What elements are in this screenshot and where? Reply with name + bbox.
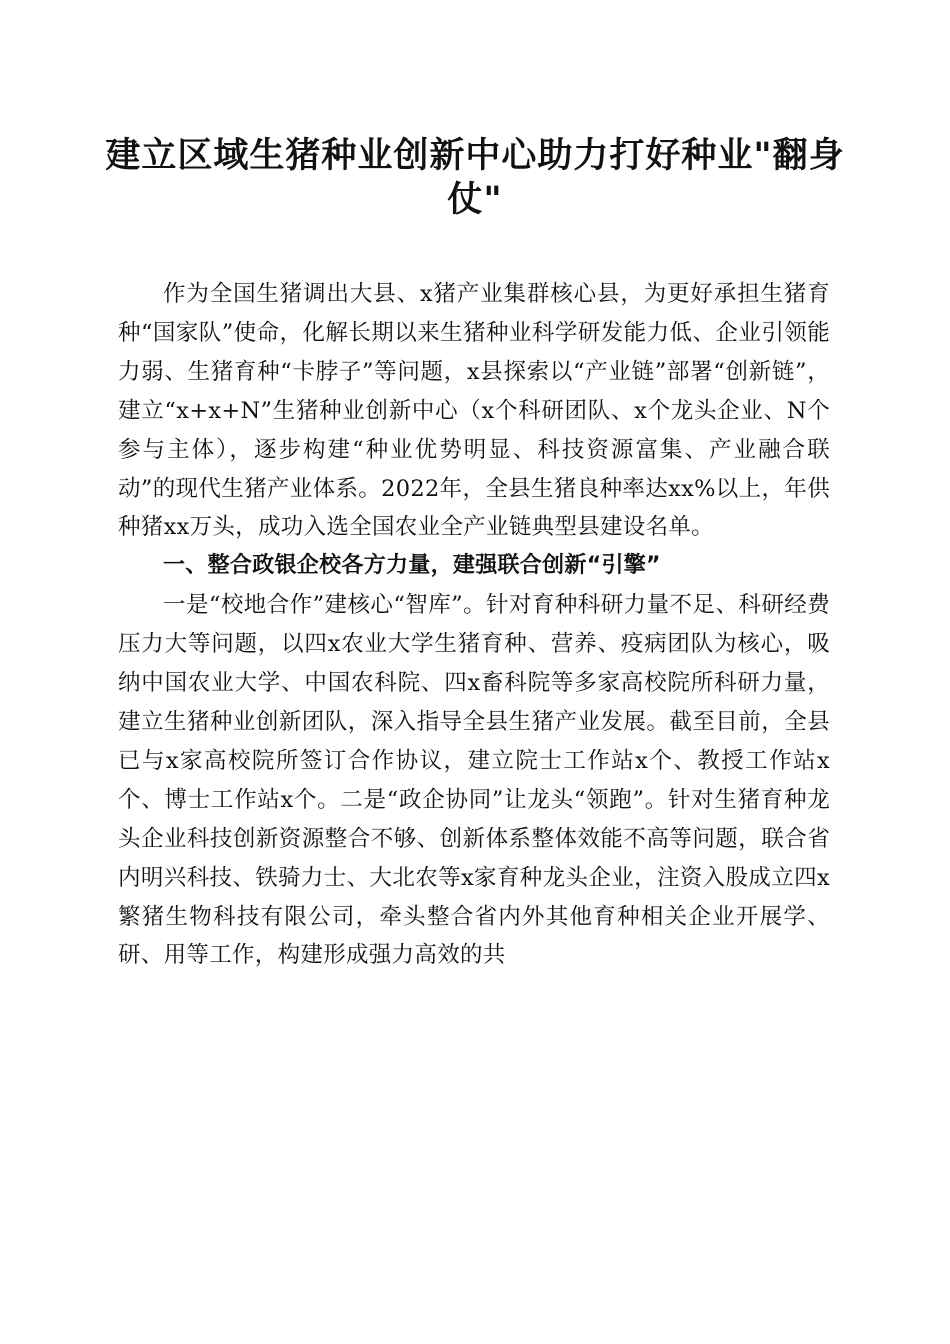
document-body <box>118 275 830 975</box>
section-1-paragraph: 一是“校地合作”建核心“智库”。针对育种科研力量不足、科研经费压力大等问题，以四x农业大学生猪育种、营养、疫病团队为核心，吸纳中国农业大学、中国农科院、四x畜科院等多家高校院所科研力量，建立生猪种业创新团队，深入指导全县生猪产业发展。截至目前，全县已与x家高校院所签订合作协议，建立院士工作站x个、教授工作站x个、博士工作站x个。二是“政企协同”让龙头“领跑”。针对生猪育种龙头企业科技创新资源整合不够、创新体系整体效能不高等问题，联合省内明兴科技、铁骑力士、大北农等x家育种龙头企业，注资入股成立四x繁猪生物科技有限公司，牵头整合省内外其他育种相关企业开展学、研、用等工作，构建形成强力高效的共 <box>118 592 830 969</box>
section-heading-1: 一、整合政银企校各方力量，建强联合创新“引擎” <box>163 553 661 579</box>
intro-paragraph: 作为全国生猪调出大县、x猪产业集群核心县，为更好承担生猪育种“国家队”使命，化解长期以来生猪种业科学研发能力低、企业引领能力弱、生猪育种“卡脖子”等问题，x县探索以“产业链”部署“创新链”，建立“x+x+N”生猪种业创新中心（x个科研团队、x个龙头企业、N个参与主体），逐步构建“种业优势明显、科技资源富集、产业融合联动”的现代生猪产业体系。2022年，全县生猪良种率达xx%以上，年供种猪xx万头，成功入选全国农业全产业链典型县建设名单。 <box>118 281 830 541</box>
document-title: 建立区域生猪种业创新中心助力打好种业"翻身仗" <box>105 136 845 220</box>
